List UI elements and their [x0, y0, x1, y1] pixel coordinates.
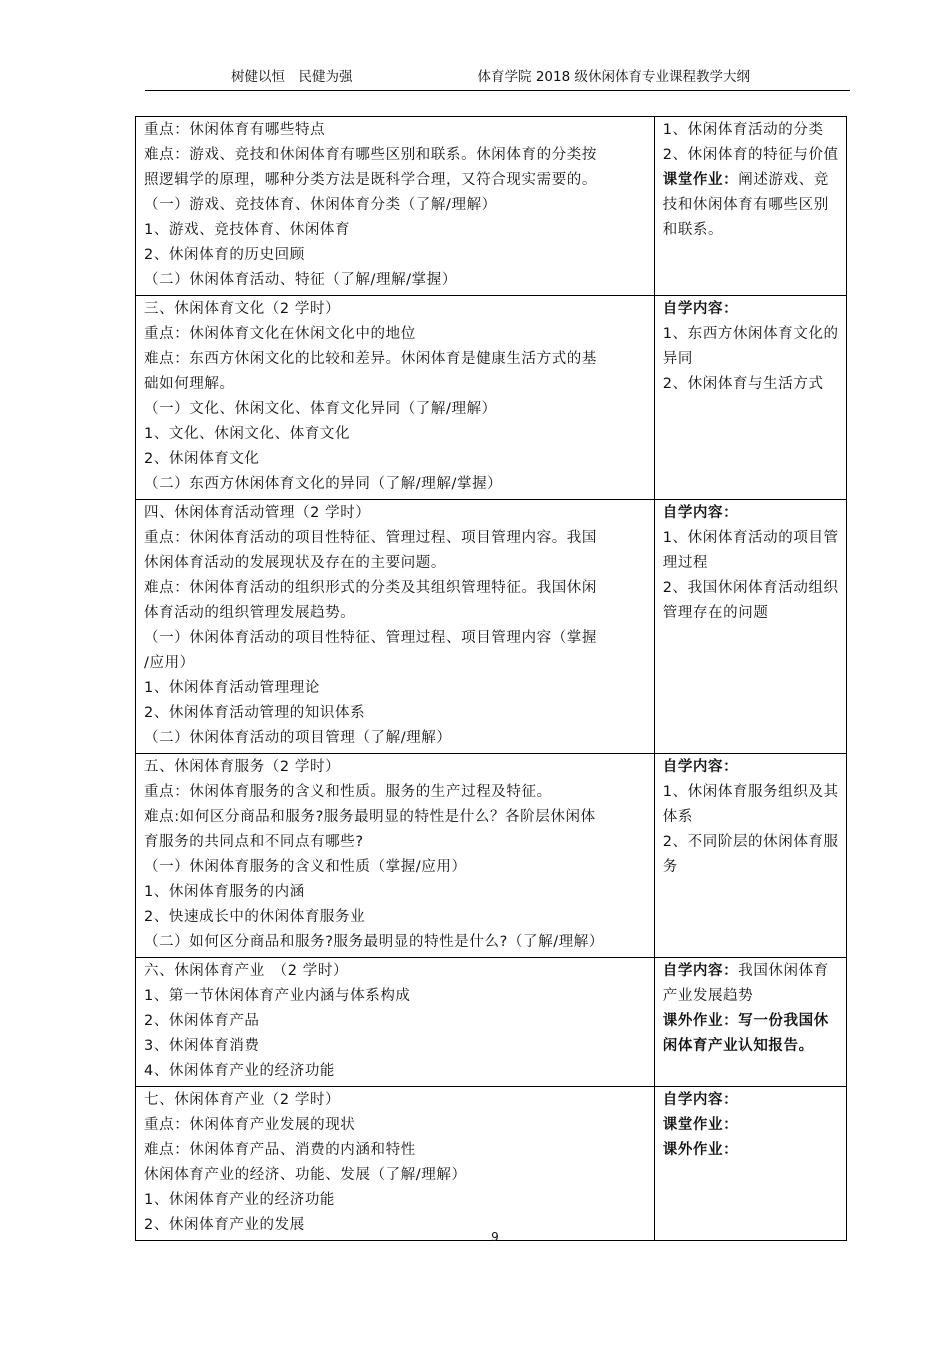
text-line: 2、休闲体育活动管理的知识体系	[144, 705, 366, 721]
text-line: 难点：休闲体育活动的组织形式的分类及其组织管理特征。我国休闲	[144, 580, 597, 596]
text-line: 1、休闲体育活动管理理论	[144, 680, 320, 696]
text-line: （一）休闲体育活动的项目性特征、管理过程、项目管理内容（掌握	[144, 630, 597, 646]
text-line: （一）文化、休闲文化、体育文化异同（了解/理解）	[144, 401, 497, 417]
text-line: 1、休闲体育产业的经济功能	[144, 1192, 336, 1208]
text-line: 1、游戏、竞技体育、休闲体育	[144, 222, 351, 238]
self-study-text: 我国休闲体育产业发展趋势	[662, 963, 829, 1004]
text-line: 难点：东西方休闲文化的比较和差异。休闲体育是健康生活方式的基	[144, 351, 597, 367]
text-line: 1、休闲体育服务的内涵	[144, 884, 305, 900]
homework-label: 课外作业：	[662, 1013, 739, 1029]
text-line: 础如何理解。	[144, 376, 235, 392]
assignment-cell	[654, 500, 846, 754]
homework-block	[663, 1009, 839, 1059]
self-study-label: 自学内容：	[662, 963, 739, 979]
text-line: 难点：休闲体育产品、消费的内涵和特性	[144, 1142, 416, 1158]
section-title: 七、休闲体育产业（2 学时）	[144, 1092, 341, 1108]
section-title: 六、休闲体育产业 （2 学时）	[144, 963, 349, 979]
text-line: 重点：休闲体育文化在休闲文化中的地位	[144, 326, 416, 342]
content-cell	[136, 958, 655, 1087]
text-line: 2、我国休闲体育活动组织管理存在的问题	[662, 580, 839, 621]
assignment-cell	[654, 117, 846, 296]
assignment-cell	[654, 296, 846, 500]
homework-text: 写一份我国休闲体育产业认知报告。	[662, 1013, 829, 1054]
text-line: 重点：休闲体育活动的项目性特征、管理过程、项目管理内容。我国	[144, 530, 597, 546]
self-study-label: 自学内容：	[662, 301, 739, 317]
page-number: 9	[491, 1230, 499, 1244]
classwork-label: 课堂作业：	[662, 1117, 739, 1133]
text-line: （二）东西方休闲体育文化的异同（了解/理解/掌握）	[144, 476, 503, 492]
section-title: 三、休闲体育文化（2 学时）	[144, 301, 341, 317]
text-line: （二）休闲体育活动的项目管理（了解/理解）	[144, 730, 452, 746]
text-line: （二）休闲体育活动、特征（了解/理解/掌握）	[144, 272, 457, 288]
text-line: /应用）	[144, 655, 195, 671]
text-line: （一）游戏、竞技体育、休闲体育分类（了解/理解）	[144, 197, 497, 213]
text-line: 2、休闲体育产品	[144, 1013, 260, 1029]
text-line: 4、休闲体育产业的经济功能	[144, 1063, 336, 1079]
text-line: 2、不同阶层的休闲体育服务	[662, 834, 839, 875]
content-cell	[136, 1087, 655, 1241]
content-cell	[136, 296, 655, 500]
text-line: 难点:如何区分商品和服务?服务最明显的特性是什么？各阶层休闲体	[144, 809, 596, 825]
classwork-text: 阐述游戏、竞技和休闲体育有哪些区别和联系。	[662, 172, 829, 238]
text-line: 照逻辑学的原理，哪种分类方法是既科学合理，又符合现实需要的。	[144, 172, 597, 188]
assignment-cell	[654, 958, 846, 1087]
text-line: 3、休闲体育消费	[144, 1038, 260, 1054]
assignment-cell	[654, 754, 846, 958]
content-cell	[136, 754, 655, 958]
page-header	[145, 66, 850, 91]
text-line: 1、休闲体育服务组织及其体系	[662, 784, 839, 825]
section-title: 四、休闲体育活动管理（2 学时）	[144, 505, 371, 521]
text-line: 休闲体育活动的发展现状及存在的主要问题。	[144, 555, 446, 571]
homework-label: 课外作业：	[662, 1142, 739, 1158]
text-line: 重点：休闲体育服务的含义和性质。服务的生产过程及特征。	[144, 784, 552, 800]
text-line: 休闲体育产业的经济、功能、发展（了解/理解）	[144, 1167, 467, 1183]
text-line: 2、休闲体育产业的发展	[144, 1217, 305, 1233]
text-line: 1、东西方休闲体育文化的异同	[662, 326, 839, 367]
text-line: 2、休闲体育文化	[144, 451, 260, 467]
header-document-title: 体育学院 2018 级休闲体育专业课程教学大纲	[477, 69, 750, 85]
text-line: 1、第一节休闲体育产业内涵与体系构成	[144, 988, 411, 1004]
table-row	[136, 500, 847, 754]
section-title: 五、休闲体育服务（2 学时）	[144, 759, 341, 775]
text-line: 体育活动的组织管理发展趋势。	[144, 605, 356, 621]
table-row	[136, 296, 847, 500]
text-line: （一）休闲体育服务的含义和性质（掌握/应用）	[144, 859, 467, 875]
text-line: 2、休闲体育的历史回顾	[144, 247, 305, 263]
self-study-block	[663, 959, 839, 1009]
text-line: 1、休闲体育活动的项目管理过程	[662, 530, 839, 571]
content-cell	[136, 117, 655, 296]
table-row	[136, 1087, 847, 1241]
self-study-label: 自学内容：	[662, 505, 739, 521]
table-row	[136, 117, 847, 296]
text-line: 2、休闲体育的特征与价值	[662, 147, 839, 163]
text-line: 1、文化、休闲文化、体育文化	[144, 426, 351, 442]
classwork-block	[663, 168, 839, 243]
text-line: 重点：休闲体育产业发展的现状	[144, 1117, 356, 1133]
text-line: 难点：游戏、竞技和休闲体育有哪些区别和联系。休闲体育的分类按	[144, 147, 597, 163]
classwork-label: 课堂作业：	[662, 172, 739, 188]
text-line: 1、休闲体育活动的分类	[662, 122, 824, 138]
assignment-cell	[654, 1087, 846, 1241]
table-row	[136, 754, 847, 958]
syllabus-table	[135, 116, 847, 1241]
text-line: 育服务的共同点和不同点有哪些?	[144, 834, 364, 850]
self-study-label: 自学内容：	[662, 759, 739, 775]
self-study-label: 自学内容：	[662, 1092, 739, 1108]
text-line: 2、快速成长中的休闲体育服务业	[144, 909, 366, 925]
text-line: 2、休闲体育与生活方式	[662, 376, 824, 392]
header-motto: 树健以恒 民健为强	[231, 69, 353, 85]
text-line: （二）如何区分商品和服务?服务最明显的特性是什么?（了解/理解）	[144, 934, 604, 950]
text-line: 重点：休闲体育有哪些特点	[144, 122, 326, 138]
table-row	[136, 958, 847, 1087]
content-cell	[136, 500, 655, 754]
